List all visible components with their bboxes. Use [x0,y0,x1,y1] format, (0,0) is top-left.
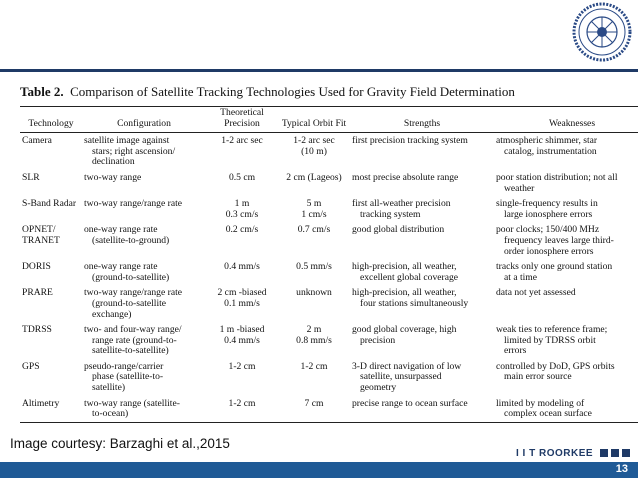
brand-square-icon [622,449,630,457]
comparison-table-figure [20,84,626,423]
table-row [20,222,638,259]
footer-bar [0,462,638,478]
precision-cell: 1 m 0.3 cm/s [225,198,259,220]
orbit-fit-cell: unknown [296,287,332,299]
header-configuration: Configuration [82,107,206,133]
precision-cell: 0.5 cm [228,171,256,183]
weaknesses-cell: single-frequency results in large ionosphere errors [496,198,598,220]
image-credit: Image courtesy: Barzaghi et al.,2015 [10,436,230,451]
table-row [20,396,638,423]
header-rule [0,69,638,72]
weaknesses-cell: poor station distribution; not all weather [496,171,618,194]
strengths-cell: first all-weather precision tracking system [352,198,451,220]
precision-cell: 1 m -biased 0.4 mm/s [219,324,265,346]
technology-cell: S-Band Radar [22,198,77,210]
configuration-cell: satellite image against stars; right ascension/ declination [84,135,176,168]
header-strengths: Strengths [350,107,494,133]
precision-cell: 0.2 cm/s [225,224,259,236]
weaknesses-cell: data not yet assessed [496,287,576,299]
table-header-row [20,107,638,133]
technology-cell: GPS [22,360,40,372]
orbit-fit-cell: 2 m 0.8 mm/s [296,324,332,346]
configuration-cell: two- and four-way range/ range rate (ground-to- satellite-to-satellite) [84,324,182,357]
configuration-cell: one-way range rate (satellite-to-ground) [84,224,170,246]
precision-cell: 1-2 arc sec [221,135,263,147]
table-row [20,259,638,285]
weaknesses-cell: atmospheric shimmer, star catalog, instrumentation [496,135,598,157]
strengths-cell: first precision tracking system [352,135,468,147]
precision-cell: 0.4 mm/s [224,261,260,273]
configuration-cell: pseudo-range/carrier phase (satellite-to- satellite) [84,360,164,394]
strengths-cell: good global coverage, high precision [352,324,457,346]
orbit-fit-cell: 1-2 arc sec (10 m) [293,135,335,157]
iit-roorkee-seal-logo [572,2,632,62]
weaknesses-cell: weak ties to reference frame; limited by TDRSS orbit errors [496,324,608,357]
technology-cell: Camera [22,135,52,147]
brand-square-icon [611,449,619,457]
configuration-cell: one-way range rate (ground-to-satellite) [84,261,170,283]
orbit-fit-cell: 0.5 mm/s [296,261,332,273]
configuration-cell: two-way range [84,171,142,183]
iit-roorkee-wordmark: I I T ROORKEE [516,448,594,459]
orbit-fit-cell: 2 cm (Lageos) [286,171,342,183]
strengths-cell: high-precision, all weather, excellent global coverage [352,261,459,283]
comparison-table [20,106,638,423]
technology-cell: OPNET/ TRANET [22,224,60,246]
table-row [20,170,638,196]
header-orbit-fit: Typical Orbit Fit [278,107,350,133]
table-row [20,359,638,396]
technology-cell: SLR [22,171,40,183]
table-row [20,196,638,222]
technology-cell: PRARE [22,287,53,299]
brand-square-icon [600,449,608,457]
orbit-fit-cell: 1-2 cm [300,360,328,372]
strengths-cell: precise range to ocean surface [350,396,494,423]
weaknesses-cell: controlled by DoD, GPS orbits main error source [496,360,615,383]
orbit-fit-cell: 0.7 cm/s [297,224,331,236]
page-number: 13 [615,463,628,475]
header-technology: Technology [20,107,82,133]
orbit-fit-cell: 5 m 1 cm/s [301,198,327,220]
configuration-cell: two-way range/range rate [84,198,183,210]
precision-cell: 1-2 cm [206,396,278,423]
table-caption: Table 2. Comparison of Satellite Tracking Technologies Used for Gravity Field Determination [20,84,515,99]
table-row [20,285,638,322]
technology-cell: DORIS [22,261,51,273]
precision-cell: 2 cm -biased 0.1 mm/s [217,287,267,309]
weaknesses-cell: tracks only one ground station at a time [496,261,613,283]
table-row [20,322,638,359]
technology-cell: TDRSS [22,324,52,336]
strengths-cell: good global distribution [352,224,445,236]
weaknesses-cell: limited by modeling of complex ocean surface [494,396,638,423]
header-weaknesses: Weaknesses [494,107,638,133]
precision-cell: 1-2 cm [228,360,256,372]
technology-cell: Altimetry [20,396,82,423]
configuration-cell: two-way range/range rate (ground-to-satellite exchange) [84,287,183,320]
strengths-cell: most precise absolute range [352,171,459,183]
strengths-cell: high-precision, all weather, four stations simultaneously [352,287,469,309]
orbit-fit-cell: 7 cm [278,396,350,423]
configuration-cell: two-way range (satellite- to-ocean) [82,396,206,423]
weaknesses-cell: poor clocks; 150/400 MHz frequency leaves large third- order ionosphere errors [496,224,614,257]
table-row [20,133,638,170]
strengths-cell: 3-D direct navigation of low satellite, unsurpassed geometry [352,360,462,394]
header-theoretical-precision: Theoretical Precision [206,107,278,133]
